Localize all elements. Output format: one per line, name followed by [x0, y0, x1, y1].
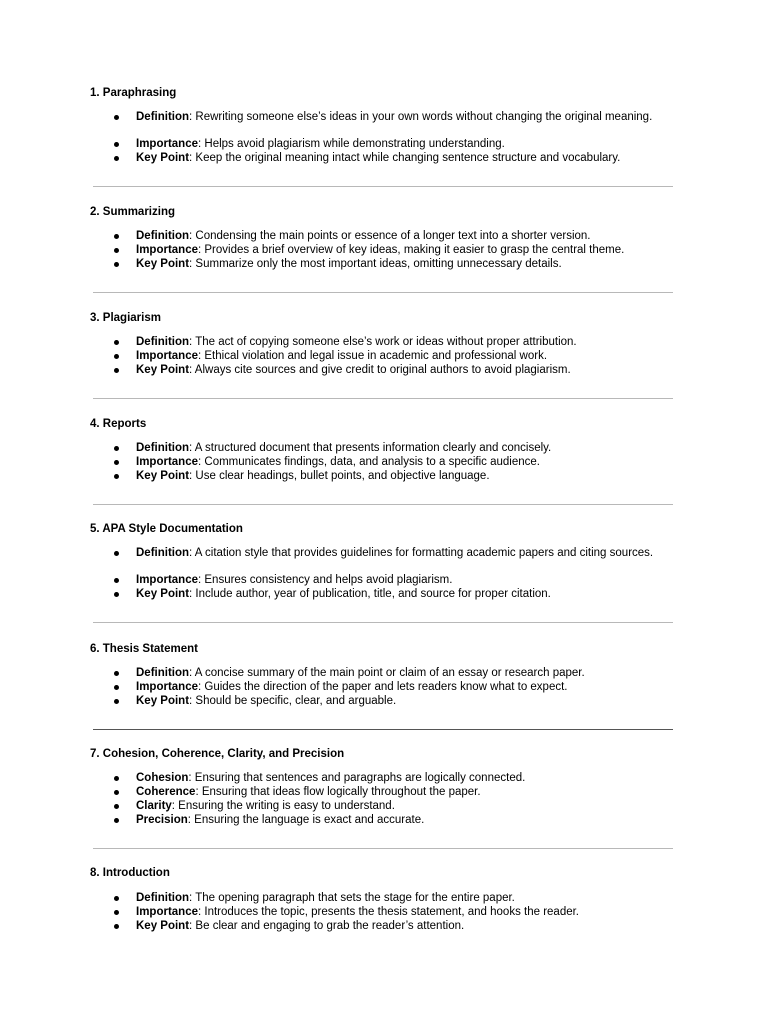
section-divider [93, 292, 673, 293]
section-heading: 2. Summarizing [90, 206, 175, 218]
term-description: : The opening paragraph that sets the stage for the entire paper. [189, 892, 515, 904]
term-description: : Should be specific, clear, and arguable. [189, 695, 397, 707]
section-divider [93, 848, 673, 849]
term-label: Key Point [136, 695, 190, 707]
bullet-icon [114, 142, 119, 147]
term-description: : Condensing the main points or essence of a longer text into a shorter version. [189, 230, 591, 242]
term-description: : Keep the original meaning intact while changing sentence structure and vocabulary. [189, 152, 621, 164]
term-label: Key Point [136, 364, 190, 376]
section-heading: 5. APA Style Documentation [90, 523, 243, 535]
term-description: : Ensuring that sentences and paragraphs are logically connected. [188, 772, 526, 784]
term-label: Definition [136, 442, 190, 454]
term-label: Key Point [136, 152, 190, 164]
bullet-icon [114, 368, 119, 373]
term-label: Importance [136, 350, 198, 362]
section-divider [93, 622, 673, 623]
section-divider [93, 729, 673, 730]
bullet-icon [114, 896, 119, 901]
term-description: : Ensuring the language is exact and accurate. [187, 814, 425, 826]
bullet-icon [114, 340, 119, 345]
term-label: Definition [136, 892, 190, 904]
bullet-icon [114, 685, 119, 690]
term-description: : Introduces the topic, presents the thesis statement, and hooks the reader. [198, 906, 580, 918]
bullet-icon [114, 551, 119, 556]
term-description: : Summarize only the most important ideas, omitting unnecessary details. [189, 258, 562, 270]
term-description: : Helps avoid plagiarism while demonstrating understanding. [198, 138, 505, 150]
term-description: : Ensures consistency and helps avoid plagiarism. [198, 574, 453, 586]
term-description: : A concise summary of the main point or claim of an essay or research paper. [189, 667, 585, 679]
section-divider [93, 398, 673, 399]
term-description: : Include author, year of publication, title, and source for proper citation. [189, 588, 551, 600]
bullet-icon [114, 354, 119, 359]
term-description: : Provides a brief overview of key ideas, making it easier to grasp the central theme. [198, 244, 625, 256]
term-label: Definition [136, 230, 190, 242]
term-label: Definition [136, 667, 190, 679]
term-description: : Ensuring the writing is easy to understand. [171, 800, 395, 812]
term-label: Importance [136, 906, 198, 918]
term-label: Clarity [136, 800, 172, 812]
term-label: Key Point [136, 920, 190, 932]
section-heading: 1. Paraphrasing [90, 87, 177, 99]
term-label: Key Point [136, 588, 190, 600]
term-label: Key Point [136, 470, 190, 482]
bullet-icon [114, 474, 119, 479]
term-description: : The act of copying someone else’s work or ideas without proper attribution. [189, 336, 577, 348]
section-heading: 7. Cohesion, Coherence, Clarity, and Precision [90, 748, 345, 760]
bullet-icon [114, 818, 119, 823]
term-label: Importance [136, 456, 198, 468]
bullet-icon [114, 446, 119, 451]
term-label: Definition [136, 336, 190, 348]
bullet-icon [114, 578, 119, 583]
bullet-icon [114, 115, 119, 120]
bullet-icon [114, 592, 119, 597]
term-description: : Guides the direction of the paper and lets readers know what to expect. [198, 681, 568, 693]
bullet-icon [114, 671, 119, 676]
bullet-icon [114, 156, 119, 161]
section-heading: 4. Reports [90, 418, 147, 430]
bullet-icon [114, 924, 119, 929]
section-heading: 8. Introduction [90, 867, 170, 879]
bullet-icon [114, 804, 119, 809]
term-label: Coherence [136, 786, 196, 798]
bullet-icon [114, 234, 119, 239]
term-label: Cohesion [136, 772, 189, 784]
term-label: Importance [136, 244, 198, 256]
term-description: : A structured document that presents information clearly and concisely. [189, 442, 552, 454]
term-description: : Always cite sources and give credit to original authors to avoid plagiarism. [189, 364, 571, 376]
term-description: : Be clear and engaging to grab the reader’s attention. [189, 920, 465, 932]
section-heading: 6. Thesis Statement [90, 643, 199, 655]
term-label: Key Point [136, 258, 190, 270]
term-label: Definition [136, 547, 190, 559]
term-label: Precision [136, 814, 188, 826]
section-divider [93, 504, 673, 505]
bullet-icon [114, 910, 119, 915]
term-label: Definition [136, 111, 190, 123]
term-description: : Ensuring that ideas flow logically throughout the paper. [195, 786, 481, 798]
term-description: : Rewriting someone else’s ideas in your own words without changing the original meaning. [189, 111, 653, 123]
bullet-icon [114, 699, 119, 704]
section-divider [93, 186, 673, 187]
bullet-icon [114, 262, 119, 267]
section-heading: 3. Plagiarism [90, 312, 161, 324]
bullet-icon [114, 776, 119, 781]
term-label: Importance [136, 681, 198, 693]
term-description: : Ethical violation and legal issue in academic and professional work. [198, 350, 548, 362]
term-description: : A citation style that provides guidelines for formatting academic papers and citing sources. [189, 547, 654, 559]
term-label: Importance [136, 574, 198, 586]
term-description: : Use clear headings, bullet points, and objective language. [189, 470, 490, 482]
term-label: Importance [136, 138, 198, 150]
bullet-icon [114, 790, 119, 795]
bullet-icon [114, 460, 119, 465]
bullet-icon [114, 248, 119, 253]
term-description: : Communicates findings, data, and analysis to a specific audience. [198, 456, 540, 468]
